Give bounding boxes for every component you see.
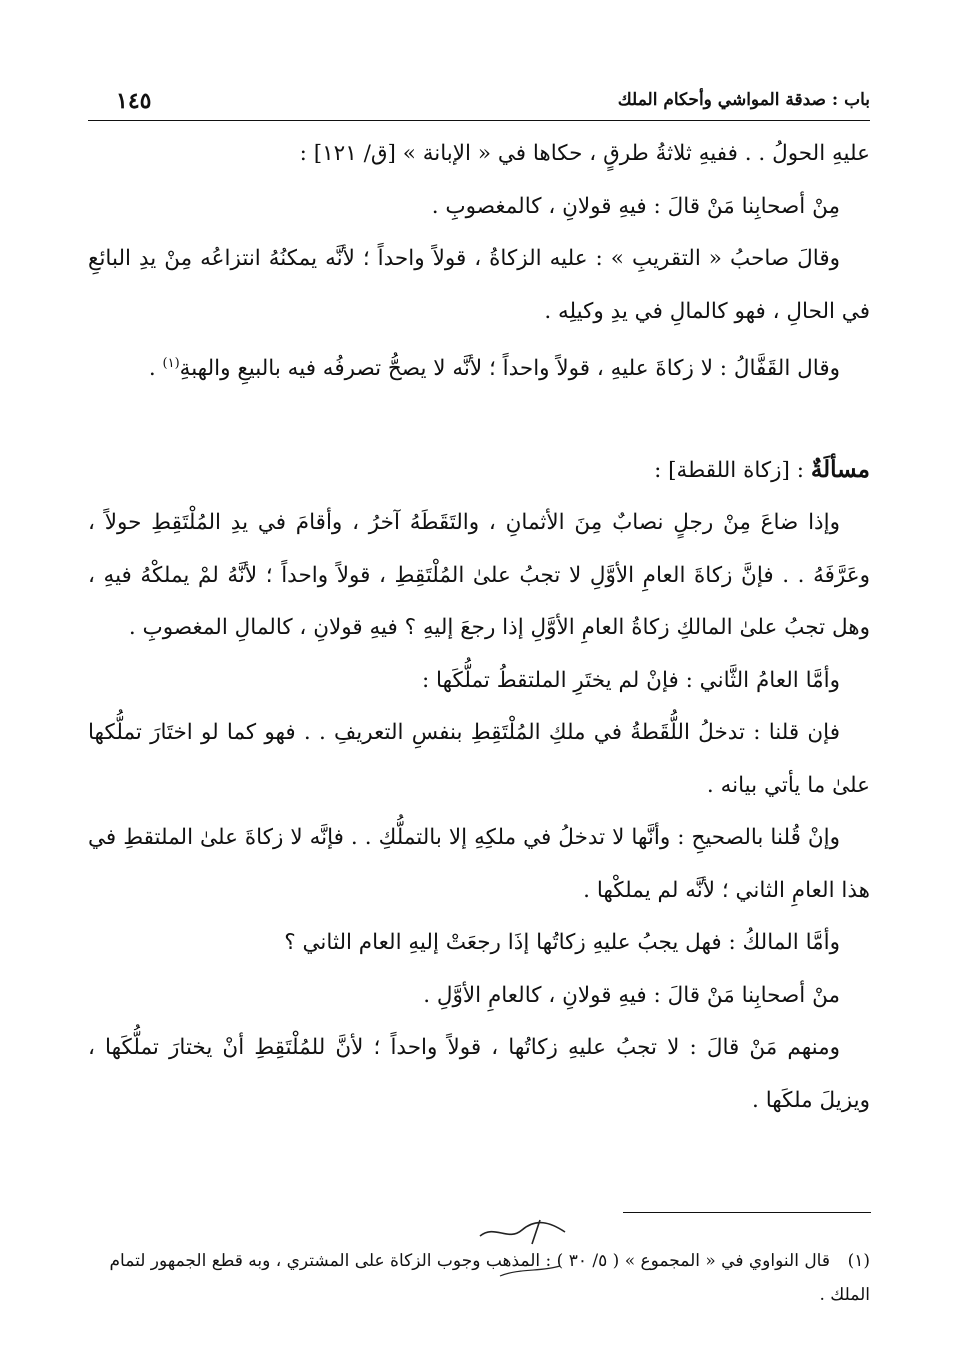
- footnote-number: (١): [847, 1251, 870, 1271]
- section-heading: [88, 444, 870, 498]
- running-title: باب : صدقة المواشي وأحكام الملك: [617, 90, 870, 110]
- paragraph: وأمَّا العامُ الثَّاني : فإنْ لم يختَرِ الملتقطُ تملُّكَها :: [421, 667, 840, 693]
- paragraph: ومنهم مَنْ قالَ : لا تجبُ عليهِ زكاتُها ، قولاً واحداً ؛ لأنَّ للمُلْتَقِطِ أنْ يختارَ تملُّكَها ، ويزيلَ ملكَها .: [88, 1035, 870, 1113]
- paragraph-text: وقال القَفَّالُ : لا زكاةَ عليهِ ، قولاً واحداً ؛ لأنَّه لا يصحُّ تصرفُه فيه بالبيعِ والهبةِ: [179, 356, 840, 382]
- paragraph: منْ أصحابِنا مَنْ قالَ : فيهِ قولانِ ، كالعامِ الأوَّلِ .: [423, 982, 840, 1008]
- page-body: [88, 128, 870, 1127]
- heading-word: مسألَةٌ: [810, 455, 870, 483]
- paragraph-with-footnote: وقال القَفَّالُ : لا زكاةَ عليهِ ، قولاً واحداً ؛ لأنَّه لا يصحُّ تصرفُه فيه بالبيعِ والهبةِ$^{(١)}$ .: [148, 356, 840, 382]
- page-number: ١٤٥: [116, 88, 152, 114]
- footnote: [88, 1244, 870, 1312]
- paragraph: وإذا ضاعَ مِنْ رجلٍ نصابٌ مِنَ الأثمانِ ، والتَقَطَهُ آخرُ ، وأقامَ في يدِ المُلْتَقِطِ حولاً ، وعَرَّفَهُ . . فإنَّ زكاةَ العامِ الأوَّلِ لا تجبُ علىٰ المُلْتَقِطِ ، قولاً واحداً ؛ لأنَّهُ لمْ يملكْهُ فيهِ ، وهل تجبُ علىٰ المالكِ زكاةُ العامِ الأوَّلِ إذا رجعَ إليهِ ؟ فيهِ قولانِ ، كالمالِ المغصوبِ .: [88, 510, 870, 641]
- section-gap: [88, 396, 870, 444]
- footnote-reference[interactable]: (١): [162, 356, 180, 371]
- paragraph: وأمَّا المالكُ : فهل يجبُ عليهِ زكاتُها إذَا رجعَتْ إليهِ العام الثاني ؟: [284, 930, 840, 956]
- footnote-divider: [623, 1212, 871, 1213]
- paragraph: عليهِ الحولُ . . ففيهِ ثلاثةُ طرقٍ ، حكاها في « الإبانة » [ق/ ١٢١] :: [299, 141, 870, 166]
- page-header: [88, 80, 870, 121]
- paragraph: وإنْ قُلنا بالصحيحِ : وأنَّها لا تدخلُ في ملكِهِ إلا بالتملُّكِ . . فإنَّه لا زكاةَ علىٰ الملتقطِ في هذا العامِ الثاني ؛ لأنَّه لم يملكْها .: [88, 825, 870, 903]
- paragraph: مِنْ أصحابِنا مَنْ قالَ : فيهِ قولانِ ، كالمغصوبِ .: [431, 193, 840, 219]
- heading-title: : [زكاة اللقطة] :: [654, 457, 811, 483]
- paragraph: وقالَ صاحبُ « التقريبِ » : عليه الزكاةُ ، قولاً واحداً ؛ لأنَّه يمكنُهُ انتزاعُه مِنْ يدِ البائعِ في الحالِ ، فهو كالمالِ في يدِ وكيلِه .: [88, 246, 870, 324]
- paragraph: فإن قلنا : تدخلُ اللُّقَطةُ في ملكِ المُلْتَقِطِ بنفسِ التعريفِ . . فهو كما لو اختَارَ تملُّكها علىٰ ما يأتي بيانه .: [88, 720, 870, 798]
- footnote-text: قال النواوي في « المجموع » ( ٥/ ٣٠ ) : المذهب وجوب الزكاة على المشتري ، وبه قطع الجمهور لتمام الملك .: [109, 1251, 870, 1305]
